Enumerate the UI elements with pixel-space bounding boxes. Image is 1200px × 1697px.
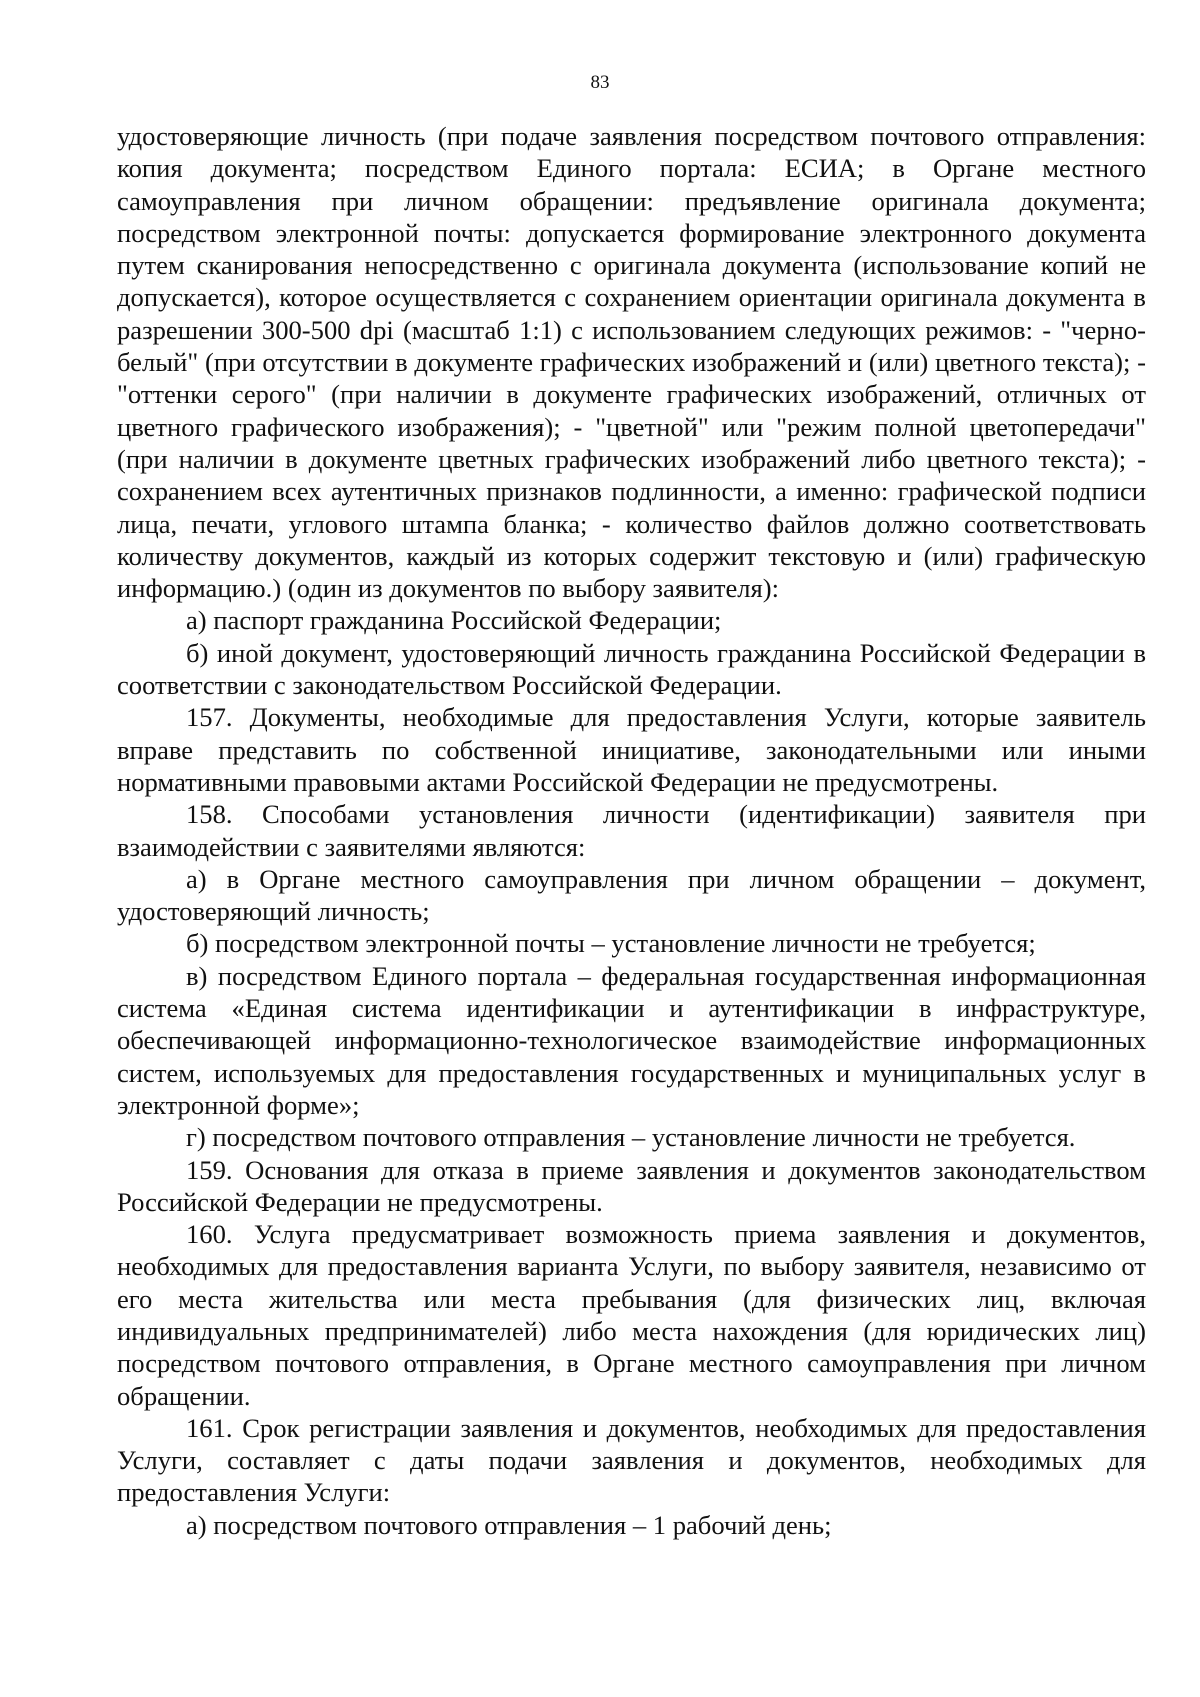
- list-item-a-passport: а) паспорт гражданина Российской Федерации;: [186, 605, 722, 636]
- document-body: [117, 120, 1146, 1541]
- list-item-v-portal: в) посредством Единого портала – федеральная государственная информационная система «Единая система идентификации и аутентификации в инфраструктуре, обеспечивающей информационно-технологическое взаимодействие информационных систем, используемых для предоставления государственных и муниципальных услуг в электронной форме»;: [117, 960, 1146, 1120]
- list-item-b-other-document: б) иной документ, удостоверяющий личность гражданина Российской Федерации в соответствии с законодательством Российской Федерации.: [117, 637, 1146, 701]
- list-item-a-in-person: а) в Органе местного самоуправления при личном обращении – документ, удостоверяющий личность;: [117, 863, 1146, 927]
- list-item-b-email: б) посредством электронной почты – установление личности не требуется;: [186, 928, 1036, 959]
- paragraph-continuation: удостоверяющие личность (при подаче заявления посредством почтового отправления: копия документа; посредством Единого портала: ЕСИА; в Органе местного самоуправления при личном обращении: предъявление оригинала документа; посредством электронной почты: допускается формирование электронного документа путем сканирования непосредственно с оригинала документа (использование копий не допускается), которое осуществляется с сохранением ориентации оригинала документа в разрешении 300-500 dpi (масштаб 1:1) с использованием следующих режимов: - "черно-белый" (при отсутствии в документе графических изображений и (или) цветного текста); - "оттенки серого" (при наличии в документе графических изображений, отличных от цветного графического изображения); - "цветной" или "режим полной цветопередачи" (при наличии в документе цветных графических изображений либо цветного текста); - сохранением всех аутентичных признаков подлинности, а именно: графической подписи лица, печати, углового штампа бланка; - количество файлов должно соответствовать количеству документов, каждый из которых содержит текстовую и (или) графическую информацию.) (один из документов по выбору заявителя):: [117, 121, 1146, 604]
- page-number: 83: [590, 72, 610, 93]
- clause-159: 159. Основания для отказа в приеме заявления и документов законодательством Российской Федерации не предусмотрены.: [117, 1154, 1146, 1217]
- clause-161: 161. Срок регистрации заявления и документов, необходимых для предоставления Услуги, составляет с даты подачи заявления и документов, необходимых для предоставления Услуги:: [117, 1412, 1146, 1508]
- clause-157: 157. Документы, необходимые для предоставления Услуги, которые заявитель вправе представить по собственной инициативе, законодательными или иными нормативными правовыми актами Российской Федерации не предусмотрены.: [117, 702, 1146, 797]
- list-item-g-post: г) посредством почтового отправления – установление личности не требуется.: [186, 1122, 1076, 1153]
- clause-160: 160. Услуга предусматривает возможность приема заявления и документов, необходимых для предоставления варианта Услуги, по выбору заявителя, независимо от его места жительства или места пребывания (для физических лиц, включая индивидуальных предпринимателей) либо места нахождения (для юридических лиц) посредством почтового отправления, в Органе местного самоуправления при личном обращении.: [117, 1219, 1146, 1411]
- clause-158: 158. Способами установления личности (идентификации) заявителя при взаимодействии с заявителями являются:: [117, 799, 1146, 862]
- list-item-a-post-deadline: а) посредством почтового отправления – 1 рабочий день;: [186, 1509, 832, 1540]
